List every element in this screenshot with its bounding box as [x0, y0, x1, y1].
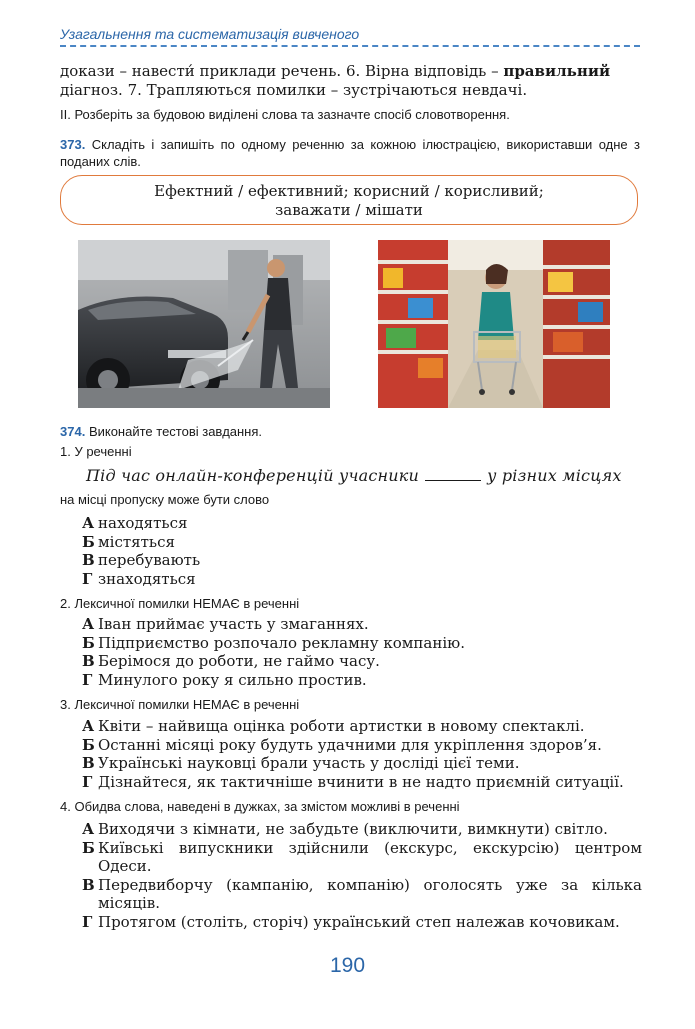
intro-bold-word: правильний [503, 62, 611, 80]
question-1-sentence [86, 466, 646, 485]
intro-line-1-text: докази – навести́ приклади речень. 6. Вірна відповідь – [60, 62, 504, 80]
option-letter: В [82, 875, 95, 894]
option[interactable] [82, 551, 642, 570]
supermarket-illustration [378, 240, 610, 408]
car-wash-photo [78, 240, 330, 408]
option-letter: Г [82, 569, 93, 588]
option-text: Підприємство розпочало рекламну компанію. [98, 633, 465, 652]
option[interactable] [82, 876, 642, 913]
task-374-number: 374. [60, 424, 86, 439]
option-text: Протягом (століть, сторіч) український степ належав кочовикам. [98, 912, 620, 931]
question-1-options [82, 514, 642, 588]
option-letter: Б [82, 532, 95, 551]
option[interactable] [82, 671, 642, 690]
option-text: перебувають [98, 551, 201, 569]
option-letter: Г [82, 772, 93, 791]
option-text: містяться [98, 532, 175, 551]
option[interactable] [82, 913, 642, 932]
intro-line-2: діагноз. 7. Трапляються помилки – зустрічаються невдачі. [60, 81, 528, 99]
option-text: Іван приймає участь у змаганнях. [98, 615, 369, 633]
option[interactable] [82, 773, 642, 792]
option-letter: Г [82, 670, 93, 689]
option-letter: Б [82, 838, 95, 857]
option-letter: А [82, 717, 95, 735]
option-letter: Г [82, 912, 93, 931]
option-letter: В [82, 652, 95, 670]
option-text: Берімося до роботи, не гаймо часу. [98, 652, 380, 670]
option-letter: В [82, 754, 95, 772]
option-text: Квіти – найвища оцінка роботи артистки в новому спектаклі. [98, 717, 585, 735]
option[interactable] [82, 615, 642, 634]
option[interactable] [82, 514, 642, 533]
option-text: Дізнайтеся, як тактичніше вчинити в не надто приємній ситуації. [98, 772, 624, 791]
blank-line [425, 468, 481, 481]
word-box-line-2: заважати / мішати [275, 201, 423, 219]
option[interactable] [82, 570, 642, 589]
option-letter: Б [82, 735, 95, 754]
option-text: Останні місяці року будуть удачними для укріплення здоров’я. [98, 735, 602, 754]
task-373 [60, 136, 640, 170]
option[interactable] [82, 839, 642, 876]
option[interactable] [82, 736, 642, 755]
option[interactable] [82, 820, 642, 839]
option-text: Передвиборчу (кампанію, компанію) оголосять уже за кілька місяців. [98, 875, 642, 912]
option-letter: А [82, 514, 95, 532]
section-header: Узагальнення та систематизація вивченого [60, 26, 360, 42]
car-wash-illustration [78, 240, 330, 408]
sentence-part-a: Під час онлайн-конференцій учасники [86, 466, 420, 485]
question-2-options [82, 615, 642, 689]
question-1-label: 1. У реченні [60, 444, 132, 459]
task-374 [60, 423, 640, 440]
option[interactable] [82, 533, 642, 552]
option-text: Українські науковці брали участь у досліді цієї теми. [98, 754, 520, 772]
task-373-number: 373. [60, 137, 86, 152]
option-letter: А [82, 820, 95, 838]
page-number: 190 [329, 954, 366, 977]
option-text: находяться [98, 514, 188, 532]
supermarket-photo [378, 240, 610, 408]
option[interactable] [82, 754, 642, 773]
task-374-text: Виконайте тестові завдання. [88, 424, 263, 439]
option-text: знаходяться [98, 569, 196, 588]
option[interactable] [82, 634, 642, 653]
task-part-2: II. Розберіть за будовою виділені слова та зазначте спосіб словотворення. [60, 107, 510, 122]
sentence-part-b: у різних місцях [487, 466, 622, 485]
option-letter: Б [82, 633, 95, 652]
word-choice-box [60, 175, 638, 225]
question-3-label: 3. Лексичної помилки НЕМАЄ в реченні [60, 697, 300, 712]
option-text: Виходячи з кімнати, не забудьте (виключити, вимкнути) світло. [98, 820, 608, 838]
header-divider [60, 45, 640, 47]
question-3-options [82, 717, 642, 791]
option-text: Минулого року я сильно простив. [98, 670, 367, 689]
option[interactable] [82, 652, 642, 671]
question-4-label: 4. Обидва слова, наведені в дужках, за змістом можливі в реченні [60, 799, 460, 814]
option-letter: В [82, 551, 95, 569]
option-letter: А [82, 615, 95, 633]
question-1-tail: на місці пропуску може бути слово [60, 492, 270, 507]
intro-line-1 [60, 62, 640, 81]
word-box-line-1: Ефектний / ефективний; корисний / корисливий; [154, 182, 544, 200]
option[interactable] [82, 717, 642, 736]
task-373-text: Складіть і запишіть по одному реченню за кожною ілюстрацією, використавши одне з поданих слів. [60, 137, 640, 169]
question-2-label: 2. Лексичної помилки НЕМАЄ в реченні [60, 596, 300, 611]
option-text: Київські випускники здійснили (екскурс, екскурсію) центром Одеси. [98, 838, 642, 875]
question-4-options [82, 820, 642, 931]
